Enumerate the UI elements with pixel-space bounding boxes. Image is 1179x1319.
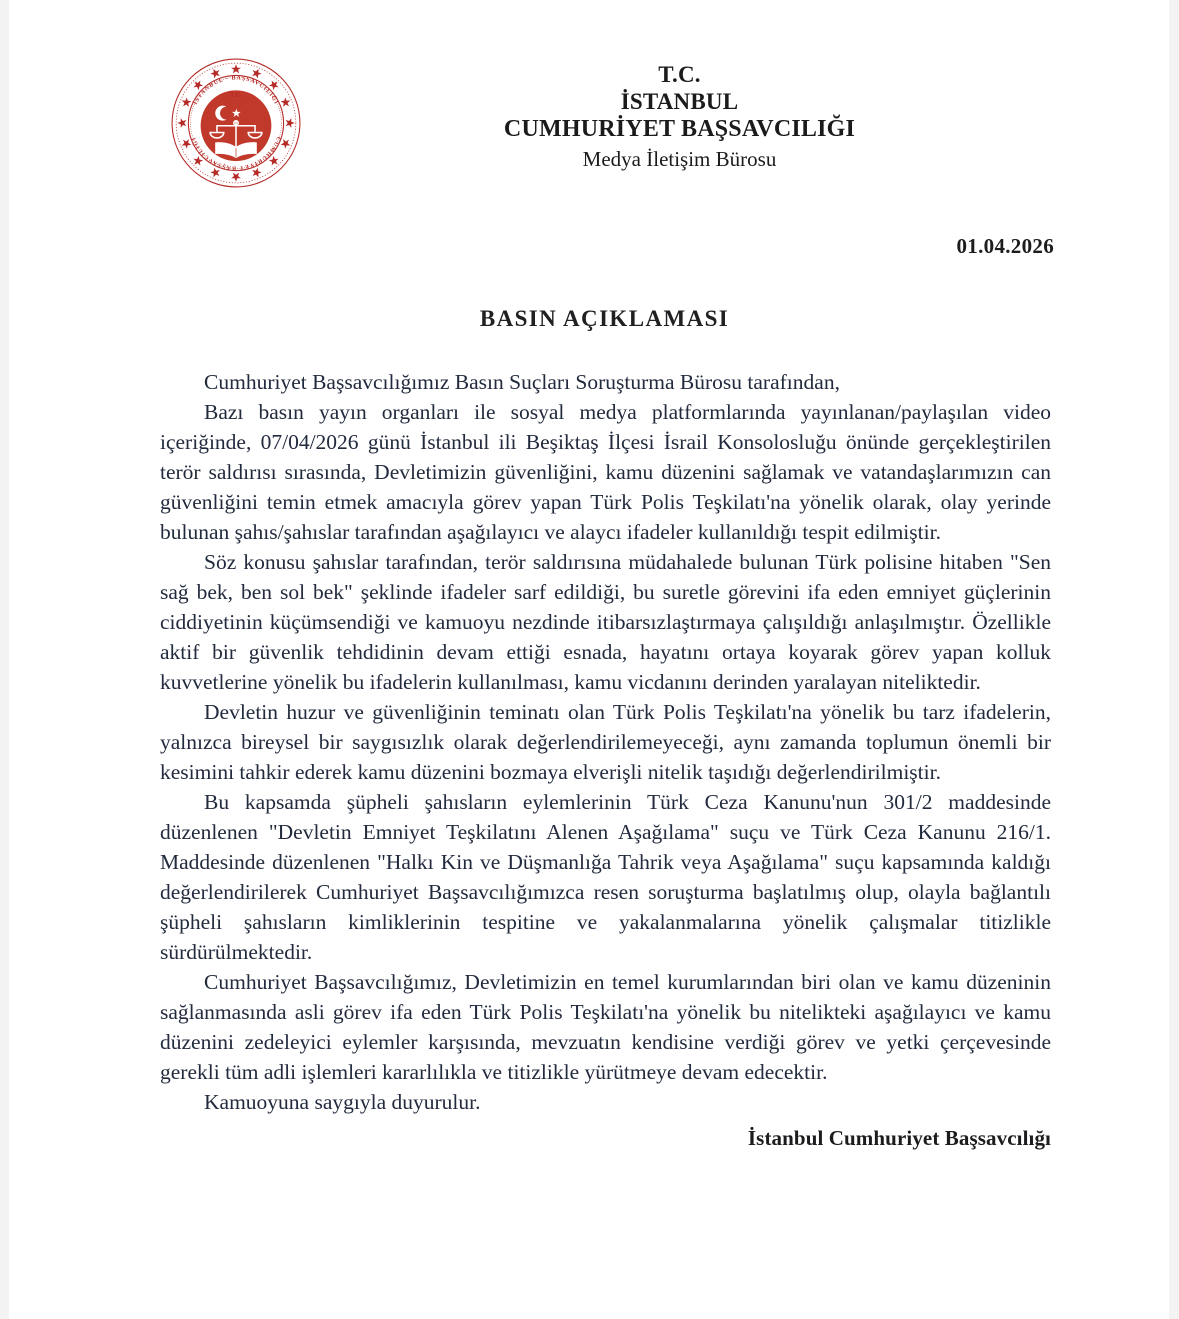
letterhead: [0, 50, 1179, 210]
paragraph: Kamuoyuna saygıyla duyurulur.: [204, 1089, 481, 1114]
org-line-office: CUMHURİYET BAŞSAVCILIĞI: [503, 115, 856, 142]
org-line-city: İSTANBUL: [620, 88, 739, 114]
svg-text:T.C.: T.C.: [229, 92, 243, 100]
document-date: 01.04.2026: [956, 234, 1054, 258]
paragraph: Söz konusu şahıslar tarafından, terör saldırısına müdahalede bulunan Türk polisine hitaben "Sen sağ bek, ben sol bek" şeklinde ifadeler sarf edildiği, bu suretle görevini ifa eden emniyet güçlerinin ciddiyetinin küçümsendiği ve kamuoyu nezdinde itibarsızlaştırmaya çalışıldığı anlaşılmıştır. Özellikle aktif bir güvenlik tehdidinin devam ettiği esnada, hayatını ortaya koyarak görev yapan kolluk kuvvetlerine yönelik bu ifadelerin kullanılması, kamu vicdanını derinden yaralayan niteliktedir.: [160, 549, 1051, 694]
paragraph: Bazı basın yayın organları ile sosyal medya platformlarında yayınlanan/paylaşılan video içeriğinde, 07/04/2026 günü İstanbul ili Beşiktaş İlçesi İsrail Konsolosluğu önünde gerçekleştirilen terör saldırısı sırasında, Devletimizin güvenliğini, kamu düzenini sağlamak ve vatandaşlarımızın can güvenliğini temin etmek amacıyla görev yapan Türk Polis Teşkilatı'na yönelik olarak, olay yerinde bulunan şahıs/şahıslar tarafından aşağılayıcı ve alaycı ifadeler kullanıldığı tespit edilmiştir.: [160, 399, 1051, 544]
signature-block: [0, 1126, 1051, 1151]
svg-text:CUMHURİYET BAŞSAVCILIĞI: CUMHURİYET BAŞSAVCILIĞI: [190, 135, 282, 171]
document-date-row: [0, 234, 1054, 259]
organization-header: [300, 62, 1059, 173]
svg-text:İSTANBUL · BAŞSAVCILIĞI: İSTANBUL · BAŞSAVCILIĞI: [192, 75, 280, 106]
paragraph: Bu kapsamda şüpheli şahısların eylemlerinin Türk Ceza Kanunu'nun 301/2 maddesinde düzenlenen "Devletin Emniyet Teşkilatını Alenen Aşağılama" suçu ve Türk Ceza Kanunu 216/1. Maddesinde düzenlenen "Halkı Kin ve Düşmanlığa Tahrik veya Aşağılama" suçu kapsamında kaldığı değerlendirilerek Cumhuriyet Başsavcılığımızca resen soruşturma başlatılmış olup, olayla bağlantılı şüpheli şahısların kimliklerinin tespitine ve yakalanmalarına yönelik çalışmalar titizlikle sürdürülmektedir.: [160, 789, 1051, 964]
page-title: BASIN AÇIKLAMASI: [479, 306, 730, 331]
signature-authority: İstanbul Cumhuriyet Başsavcılığı: [747, 1126, 1051, 1150]
org-line-bureau: Medya İletişim Bürosu: [582, 146, 777, 171]
paragraph: Devletin huzur ve güvenliğinin teminatı olan Türk Polis Teşkilatı'na yönelik bu tarz ifadelerin, yalnızca bireysel bir saygısızlık olarak değerlendirilemeyeceği, aynı zamanda toplumun önemli bir kesimini tahkir ederek kamu düzenini bozmaya elverişli nitelik taşıdığı değerlendirilmiştir.: [160, 699, 1051, 784]
paragraph: Cumhuriyet Başsavcılığımız Basın Suçları Soruşturma Bürosu tarafından,: [204, 370, 840, 394]
org-line-country: T.C.: [658, 62, 701, 87]
document-body: [160, 368, 1051, 1118]
republic-of-turkey-seal-icon: [168, 55, 304, 191]
paragraph: Cumhuriyet Başsavcılığımız, Devletimizin en temel kurumlarından biri olan ve kamu düzeninin sağlanmasında asli görev ifa eden Türk Polis Teşkilatı'na yönelik bu nitelikteki aşağılayıcı ve kamu düzenini zedeleyici eylemler karşısında, mevzuatın kendisine verdiği görev ve yetki çerçevesinde gerekli tüm adli işlemleri kararlılıkla ve titizlikle yürütmeye devam edecektir.: [160, 969, 1051, 1084]
